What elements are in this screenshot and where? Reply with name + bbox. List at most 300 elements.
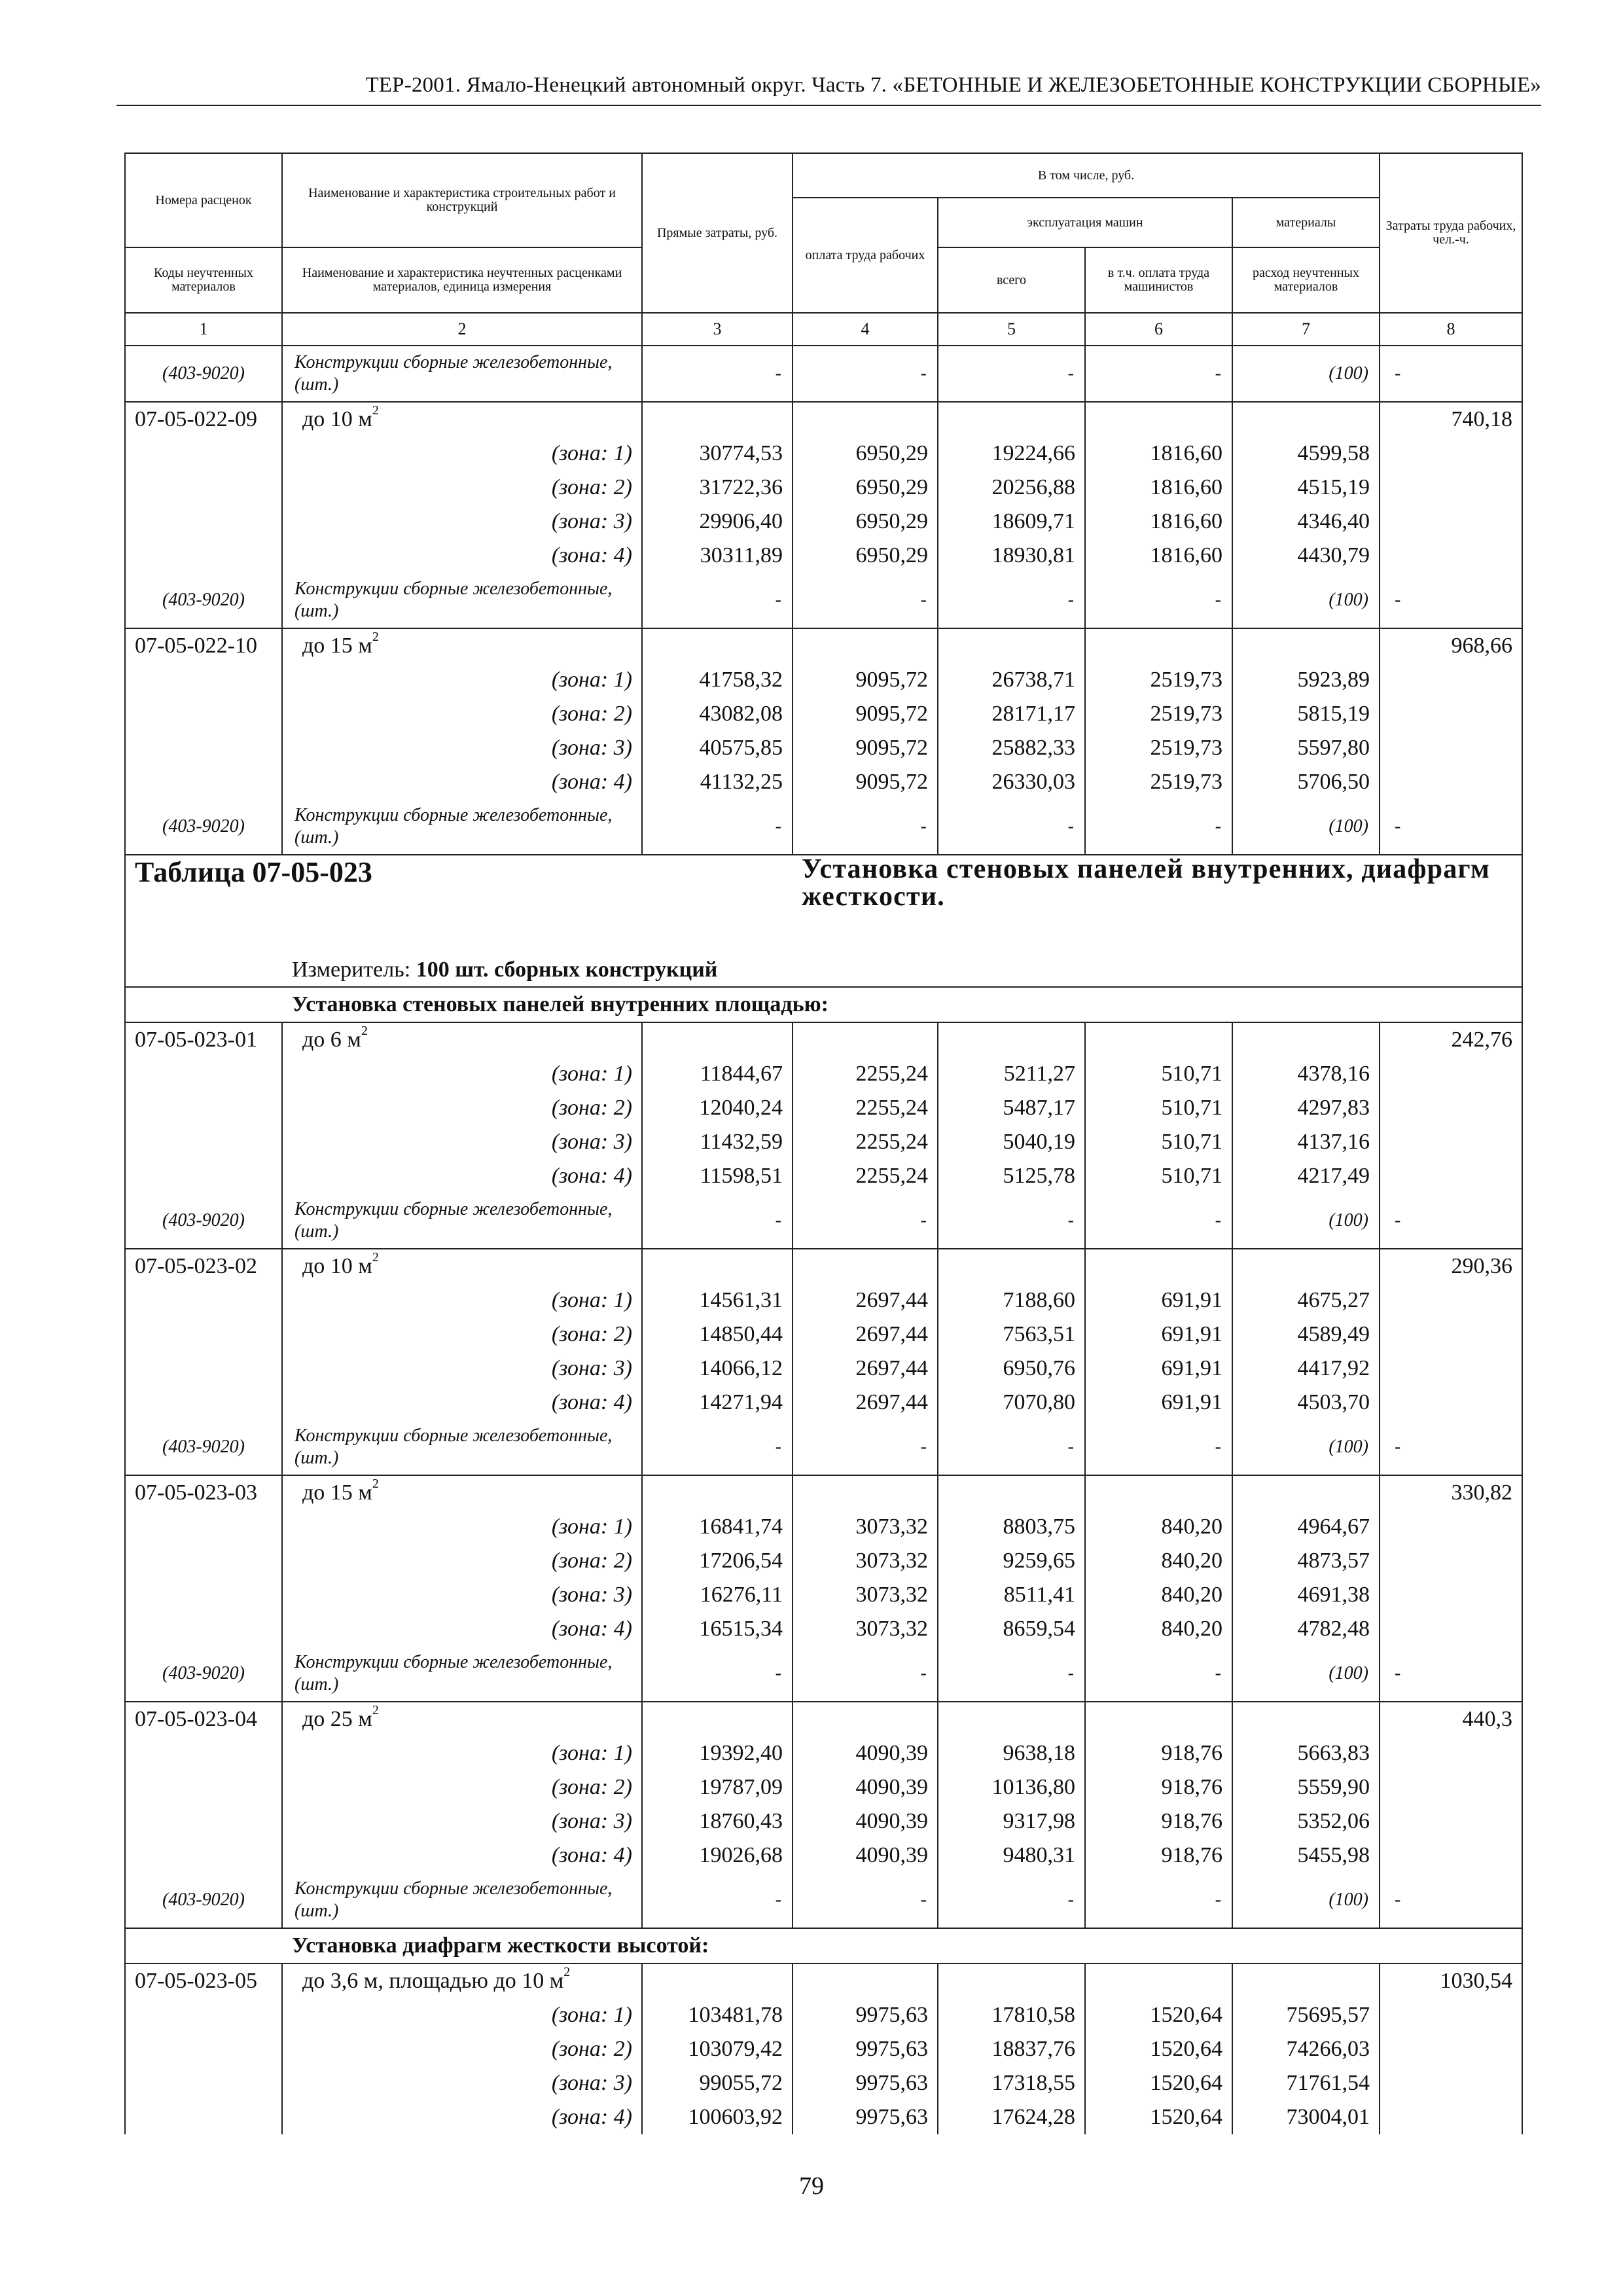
labor-pay: 4090,39: [793, 1770, 938, 1804]
empty-cell: [1232, 1249, 1380, 1283]
material-dash: -: [938, 1873, 1085, 1928]
materials-cost: 5455,98: [1232, 1839, 1380, 1873]
labor-cost: 242,76: [1380, 1022, 1522, 1057]
empty-cell: [642, 628, 793, 663]
rate-row: [125, 1702, 1522, 1736]
direct-cost: 12040,24: [642, 1091, 793, 1125]
materials-cost: 5815,19: [1232, 697, 1380, 731]
empty-cell: [642, 402, 793, 437]
materials-cost: 5597,80: [1232, 731, 1380, 765]
group-materials-header: материалы: [1232, 198, 1380, 247]
direct-cost: 100603,92: [642, 2100, 793, 2134]
material-name: Конструкции сборные железобетонные, (шт.): [282, 573, 642, 628]
material-code: (403-9020): [125, 1420, 282, 1475]
zone-label: (зона: 2): [282, 1770, 642, 1804]
colnum-6: 6: [1085, 313, 1232, 346]
empty-cell: [125, 505, 282, 539]
materials-cost: 4691,38: [1232, 1578, 1380, 1612]
empty-cell: [1380, 1736, 1522, 1770]
empty-cell: [1232, 1022, 1380, 1057]
col4-header: оплата труда рабочих: [793, 198, 938, 313]
material-dash: -: [938, 799, 1085, 855]
empty-cell: [938, 1702, 1085, 1736]
rate-name-sup: 2: [372, 1703, 379, 1717]
materials-cost: 4675,27: [1232, 1283, 1380, 1318]
empty-cell: [938, 1249, 1085, 1283]
empty-cell: [1232, 1964, 1380, 1998]
rate-name-text: до 3,6 м, площадью до 10 м: [302, 1969, 564, 1993]
direct-cost: 41758,32: [642, 663, 793, 697]
labor-pay: 6950,29: [793, 505, 938, 539]
colnum-1: 1: [125, 313, 282, 346]
running-header: ТЕР-2001. Ямало-Ненецкий автономный округ. Часть 7. «БЕТОННЫЕ И ЖЕЛЕЗОБЕТОННЫЕ КОНСТРУКЦИИ СБОРНЫЕ»: [365, 73, 1541, 97]
material-dash: -: [642, 1646, 793, 1702]
machines-total: 28171,17: [938, 697, 1085, 731]
zone-row: [125, 1839, 1522, 1873]
col5-header: всего: [938, 247, 1085, 313]
machinist-pay: 691,91: [1085, 1283, 1232, 1318]
col1-bottom-header: Коды неучтенных материалов: [125, 247, 282, 313]
zone-label: (зона: 1): [282, 1998, 642, 2032]
empty-cell: [125, 1804, 282, 1839]
machinist-pay: 2519,73: [1085, 663, 1232, 697]
material-dash: -: [793, 1873, 938, 1928]
empty-cell: [125, 765, 282, 799]
empty-cell: [125, 2066, 282, 2100]
rate-row: [125, 1964, 1522, 1998]
machinist-pay: 1816,60: [1085, 471, 1232, 505]
empty-cell: [938, 1022, 1085, 1057]
material-dash: -: [1085, 1873, 1232, 1928]
direct-cost: 30774,53: [642, 437, 793, 471]
direct-cost: 41132,25: [642, 765, 793, 799]
empty-cell: [1380, 1091, 1522, 1125]
empty-cell: [1232, 1475, 1380, 1510]
machines-total: 26330,03: [938, 765, 1085, 799]
empty-cell: [938, 402, 1085, 437]
zone-row: [125, 731, 1522, 765]
labor-pay: 2255,24: [793, 1091, 938, 1125]
rate-name: [282, 1964, 642, 1998]
materials-cost: 5706,50: [1232, 765, 1380, 799]
machines-total: 8659,54: [938, 1612, 1085, 1646]
zone-row: [125, 1544, 1522, 1578]
machinist-pay: 1520,64: [1085, 2066, 1232, 2100]
zone-label: (зона: 4): [282, 1839, 642, 1873]
zone-label: (зона: 1): [282, 663, 642, 697]
direct-cost: 14066,12: [642, 1352, 793, 1386]
empty-cell: [1380, 1804, 1522, 1839]
labor-pay: 9095,72: [793, 731, 938, 765]
material-row: [125, 1193, 1522, 1249]
material-code: (403-9020): [125, 1646, 282, 1702]
materials-cost: 71761,54: [1232, 2066, 1380, 2100]
zone-label: (зона: 2): [282, 697, 642, 731]
rate-name: [282, 1702, 642, 1736]
machines-total: 5211,27: [938, 1057, 1085, 1091]
machinist-pay: 2519,73: [1085, 697, 1232, 731]
rate-code: 07-05-023-02: [125, 1249, 282, 1283]
empty-cell: [1380, 731, 1522, 765]
empty-cell: [125, 2100, 282, 2134]
machines-total: 18930,81: [938, 539, 1085, 573]
colnum-7: 7: [1232, 313, 1380, 346]
rate-code: 07-05-023-03: [125, 1475, 282, 1510]
machines-total: 18609,71: [938, 505, 1085, 539]
labor-pay: 9975,63: [793, 1998, 938, 2032]
labor-pay: 3073,32: [793, 1612, 938, 1646]
materials-cost: 5663,83: [1232, 1736, 1380, 1770]
material-dash: -: [1085, 346, 1232, 402]
materials-cost: 73004,01: [1232, 2100, 1380, 2134]
direct-cost: 99055,72: [642, 2066, 793, 2100]
empty-cell: [125, 1736, 282, 1770]
material-dash: -: [1380, 1420, 1522, 1475]
zone-label: (зона: 4): [282, 1386, 642, 1420]
machinist-pay: 2519,73: [1085, 765, 1232, 799]
rate-code: 07-05-023-04: [125, 1702, 282, 1736]
materials-cost: 4599,58: [1232, 437, 1380, 471]
zone-row: [125, 1091, 1522, 1125]
machinist-pay: 840,20: [1085, 1612, 1232, 1646]
labor-cost: 440,3: [1380, 1702, 1522, 1736]
price-table: [124, 152, 1523, 2134]
labor-cost: 1030,54: [1380, 1964, 1522, 1998]
empty-cell: [125, 1998, 282, 2032]
materials-cost: 4782,48: [1232, 1612, 1380, 1646]
rate-name: [282, 1022, 642, 1057]
materials-cost: 4378,16: [1232, 1057, 1380, 1091]
empty-cell: [125, 1283, 282, 1318]
direct-cost: 17206,54: [642, 1544, 793, 1578]
labor-pay: 4090,39: [793, 1804, 938, 1839]
empty-cell: [125, 1839, 282, 1873]
zone-row: [125, 1283, 1522, 1318]
direct-cost: 11598,51: [642, 1159, 793, 1193]
direct-cost: 19026,68: [642, 1839, 793, 1873]
rate-name-text: до 15 м: [302, 634, 372, 658]
machinist-pay: 1816,60: [1085, 437, 1232, 471]
labor-pay: 2697,44: [793, 1386, 938, 1420]
material-percent: (100): [1232, 573, 1380, 628]
labor-pay: 3073,32: [793, 1544, 938, 1578]
machinist-pay: 918,76: [1085, 1839, 1232, 1873]
materials-cost: 4589,49: [1232, 1318, 1380, 1352]
labor-cost: 740,18: [1380, 402, 1522, 437]
rate-name-sup: 2: [372, 1250, 379, 1265]
machinist-pay: 918,76: [1085, 1736, 1232, 1770]
zone-row: [125, 1578, 1522, 1612]
zone-label: (зона: 1): [282, 1283, 642, 1318]
direct-cost: 11844,67: [642, 1057, 793, 1091]
empty-cell: [1380, 2032, 1522, 2066]
zone-label: (зона: 2): [282, 1318, 642, 1352]
material-dash: -: [793, 346, 938, 402]
material-dash: -: [642, 1873, 793, 1928]
empty-cell: [1380, 1318, 1522, 1352]
meter-label: Измеритель:: [292, 958, 416, 982]
materials-cost: 4873,57: [1232, 1544, 1380, 1578]
zone-label: (зона: 3): [282, 1804, 642, 1839]
direct-cost: 18760,43: [642, 1804, 793, 1839]
header-row-1: [125, 153, 1522, 198]
zone-label: (зона: 2): [282, 471, 642, 505]
zone-row: [125, 663, 1522, 697]
materials-cost: 4417,92: [1232, 1352, 1380, 1386]
zone-row: [125, 1386, 1522, 1420]
material-name: Конструкции сборные железобетонные, (шт.): [282, 1420, 642, 1475]
material-row: [125, 799, 1522, 855]
materials-cost: 4964,67: [1232, 1510, 1380, 1544]
zone-row: [125, 505, 1522, 539]
rate-name-sup: 2: [372, 1477, 379, 1491]
empty-cell: [125, 1159, 282, 1193]
materials-cost: 5352,06: [1232, 1804, 1380, 1839]
empty-cell: [1380, 1544, 1522, 1578]
zone-row: [125, 1736, 1522, 1770]
zone-label: (зона: 2): [282, 2032, 642, 2066]
colnum-3: 3: [642, 313, 793, 346]
material-code: (403-9020): [125, 346, 282, 402]
zone-label: (зона: 1): [282, 437, 642, 471]
empty-cell: [125, 697, 282, 731]
empty-cell: [1085, 1475, 1232, 1510]
direct-cost: 103079,42: [642, 2032, 793, 2066]
empty-cell: [1380, 471, 1522, 505]
rate-name: [282, 628, 642, 663]
machinist-pay: 918,76: [1085, 1770, 1232, 1804]
machines-total: 5487,17: [938, 1091, 1085, 1125]
empty-cell: [1232, 402, 1380, 437]
table-number: Таблица 07-05-023: [125, 855, 793, 954]
zone-row: [125, 1352, 1522, 1386]
machinist-pay: 1520,64: [1085, 2032, 1232, 2066]
machinist-pay: 918,76: [1085, 1804, 1232, 1839]
rate-name-sup: 2: [372, 403, 379, 418]
col8-header: Затраты труда рабочих, чел.-ч.: [1380, 153, 1522, 313]
rate-row: [125, 402, 1522, 437]
machinist-pay: 1520,64: [1085, 2100, 1232, 2134]
material-percent: (100): [1232, 799, 1380, 855]
zone-label: (зона: 1): [282, 1736, 642, 1770]
material-name: Конструкции сборные железобетонные, (шт.): [282, 799, 642, 855]
machines-total: 7563,51: [938, 1318, 1085, 1352]
direct-cost: 14271,94: [642, 1386, 793, 1420]
zone-row: [125, 765, 1522, 799]
material-row: [125, 573, 1522, 628]
colnum-8: 8: [1380, 313, 1522, 346]
zone-label: (зона: 4): [282, 1612, 642, 1646]
material-name: Конструкции сборные железобетонные, (шт.): [282, 1193, 642, 1249]
zone-label: (зона: 3): [282, 1125, 642, 1159]
group-machines-header: эксплуатация машин: [938, 198, 1232, 247]
machines-total: 6950,76: [938, 1352, 1085, 1386]
material-dash: -: [938, 573, 1085, 628]
empty-cell: [642, 1964, 793, 1998]
machinist-pay: 1816,60: [1085, 505, 1232, 539]
labor-cost: 968,66: [1380, 628, 1522, 663]
labor-pay: 9095,72: [793, 663, 938, 697]
material-dash: -: [793, 1420, 938, 1475]
table-title-row: [125, 855, 1522, 954]
empty-cell: [125, 1386, 282, 1420]
empty-cell: [125, 1318, 282, 1352]
labor-pay: 9975,63: [793, 2100, 938, 2134]
empty-cell: [125, 1612, 282, 1646]
material-row: [125, 1420, 1522, 1475]
empty-cell: [125, 2032, 282, 2066]
machines-total: 10136,80: [938, 1770, 1085, 1804]
empty-cell: [1380, 1283, 1522, 1318]
materials-cost: 74266,03: [1232, 2032, 1380, 2066]
direct-cost: 11432,59: [642, 1125, 793, 1159]
zone-label: (зона: 2): [282, 1091, 642, 1125]
empty-cell: [1380, 539, 1522, 573]
rate-name-text: до 15 м: [302, 1480, 372, 1505]
empty-cell: [1380, 1159, 1522, 1193]
empty-cell: [1380, 697, 1522, 731]
colnum-5: 5: [938, 313, 1085, 346]
material-dash: -: [793, 1193, 938, 1249]
rate-name: [282, 1249, 642, 1283]
col3-header: Прямые затраты, руб.: [642, 153, 793, 313]
empty-cell: [793, 402, 938, 437]
material-dash: -: [1085, 573, 1232, 628]
zone-label: (зона: 4): [282, 1159, 642, 1193]
empty-cell: [1085, 628, 1232, 663]
empty-cell: [125, 731, 282, 765]
empty-cell: [1085, 402, 1232, 437]
empty-cell: [642, 1022, 793, 1057]
zone-row: [125, 1998, 1522, 2032]
empty-cell: [1085, 1964, 1232, 1998]
machines-total: 18837,76: [938, 2032, 1085, 2066]
material-dash: -: [642, 799, 793, 855]
direct-cost: 103481,78: [642, 1998, 793, 2032]
materials-cost: 4346,40: [1232, 505, 1380, 539]
machinist-pay: 1816,60: [1085, 539, 1232, 573]
rate-row: [125, 1475, 1522, 1510]
material-dash: -: [1380, 1193, 1522, 1249]
materials-cost: 4137,16: [1232, 1125, 1380, 1159]
material-dash: -: [938, 1193, 1085, 1249]
empty-cell: [125, 663, 282, 697]
rate-name-text: до 10 м: [302, 1254, 372, 1278]
rate-name-text: до 10 м: [302, 407, 372, 431]
rate-name-text: до 25 м: [302, 1707, 372, 1731]
machines-total: 5040,19: [938, 1125, 1085, 1159]
empty-cell: [1380, 1125, 1522, 1159]
material-name: Конструкции сборные железобетонные, (шт.): [282, 346, 642, 402]
zone-label: (зона: 1): [282, 1510, 642, 1544]
rate-row: [125, 1249, 1522, 1283]
direct-cost: 19787,09: [642, 1770, 793, 1804]
material-dash: -: [642, 346, 793, 402]
machines-total: 5125,78: [938, 1159, 1085, 1193]
rate-name-sup: 2: [372, 630, 379, 644]
zone-row: [125, 1318, 1522, 1352]
zone-row: [125, 471, 1522, 505]
labor-pay: 9975,63: [793, 2066, 938, 2100]
direct-cost: 14850,44: [642, 1318, 793, 1352]
machines-total: 8803,75: [938, 1510, 1085, 1544]
direct-cost: 43082,08: [642, 697, 793, 731]
empty-cell: [1380, 2100, 1522, 2134]
machines-total: 9480,31: [938, 1839, 1085, 1873]
material-dash: -: [1085, 1646, 1232, 1702]
labor-pay: 4090,39: [793, 1736, 938, 1770]
empty-cell: [1380, 1998, 1522, 2032]
group-incl-header: В том числе, руб.: [793, 153, 1380, 198]
empty-cell: [1380, 1386, 1522, 1420]
empty-cell: [1380, 765, 1522, 799]
material-code: (403-9020): [125, 1193, 282, 1249]
machinist-pay: 510,71: [1085, 1091, 1232, 1125]
zone-row: [125, 1770, 1522, 1804]
colnum-2: 2: [282, 313, 642, 346]
machines-total: 26738,71: [938, 663, 1085, 697]
material-dash: -: [1380, 1873, 1522, 1928]
zone-row: [125, 1125, 1522, 1159]
direct-cost: 19392,40: [642, 1736, 793, 1770]
material-percent: (100): [1232, 346, 1380, 402]
empty-cell: [125, 1510, 282, 1544]
material-code: (403-9020): [125, 1873, 282, 1928]
zone-label: (зона: 4): [282, 2100, 642, 2134]
material-dash: -: [1380, 1646, 1522, 1702]
empty-cell: [793, 1475, 938, 1510]
meter-value: 100 шт. сборных конструкций: [416, 958, 718, 982]
labor-pay: 2697,44: [793, 1318, 938, 1352]
col6-header: в т.ч. оплата труда машинистов: [1085, 247, 1232, 313]
zone-label: (зона: 3): [282, 1578, 642, 1612]
zone-row: [125, 2032, 1522, 2066]
rate-name: [282, 1475, 642, 1510]
empty-cell: [125, 471, 282, 505]
group-row-diaphragms-label: Установка диафрагм жесткости высотой:: [125, 1928, 1522, 1964]
machinist-pay: 1520,64: [1085, 1998, 1232, 2032]
labor-pay: 3073,32: [793, 1578, 938, 1612]
machines-total: 7070,80: [938, 1386, 1085, 1420]
machinist-pay: 2519,73: [1085, 731, 1232, 765]
material-percent: (100): [1232, 1646, 1380, 1702]
empty-cell: [793, 1964, 938, 1998]
empty-cell: [1380, 2066, 1522, 2100]
colnum-4: 4: [793, 313, 938, 346]
direct-cost: 16515,34: [642, 1612, 793, 1646]
rate-code: 07-05-023-01: [125, 1022, 282, 1057]
rate-name-text: до 6 м: [302, 1028, 361, 1052]
labor-pay: 9095,72: [793, 697, 938, 731]
labor-cost: 290,36: [1380, 1249, 1522, 1283]
labor-pay: 9975,63: [793, 2032, 938, 2066]
zone-label: (зона: 3): [282, 731, 642, 765]
empty-cell: [1380, 1612, 1522, 1646]
rate-name-sup: 2: [361, 1024, 368, 1038]
zone-row: [125, 1804, 1522, 1839]
empty-cell: [1085, 1702, 1232, 1736]
machines-total: 7188,60: [938, 1283, 1085, 1318]
table-title: Установка стеновых панелей внутренних, диафрагм жесткости.: [793, 855, 1522, 954]
labor-pay: 9095,72: [793, 765, 938, 799]
zone-row: [125, 437, 1522, 471]
direct-cost: 40575,85: [642, 731, 793, 765]
material-percent: (100): [1232, 1193, 1380, 1249]
machines-total: 17318,55: [938, 2066, 1085, 2100]
machines-total: 17810,58: [938, 1998, 1085, 2032]
zone-label: (зона: 4): [282, 539, 642, 573]
zone-label: (зона: 1): [282, 1057, 642, 1091]
